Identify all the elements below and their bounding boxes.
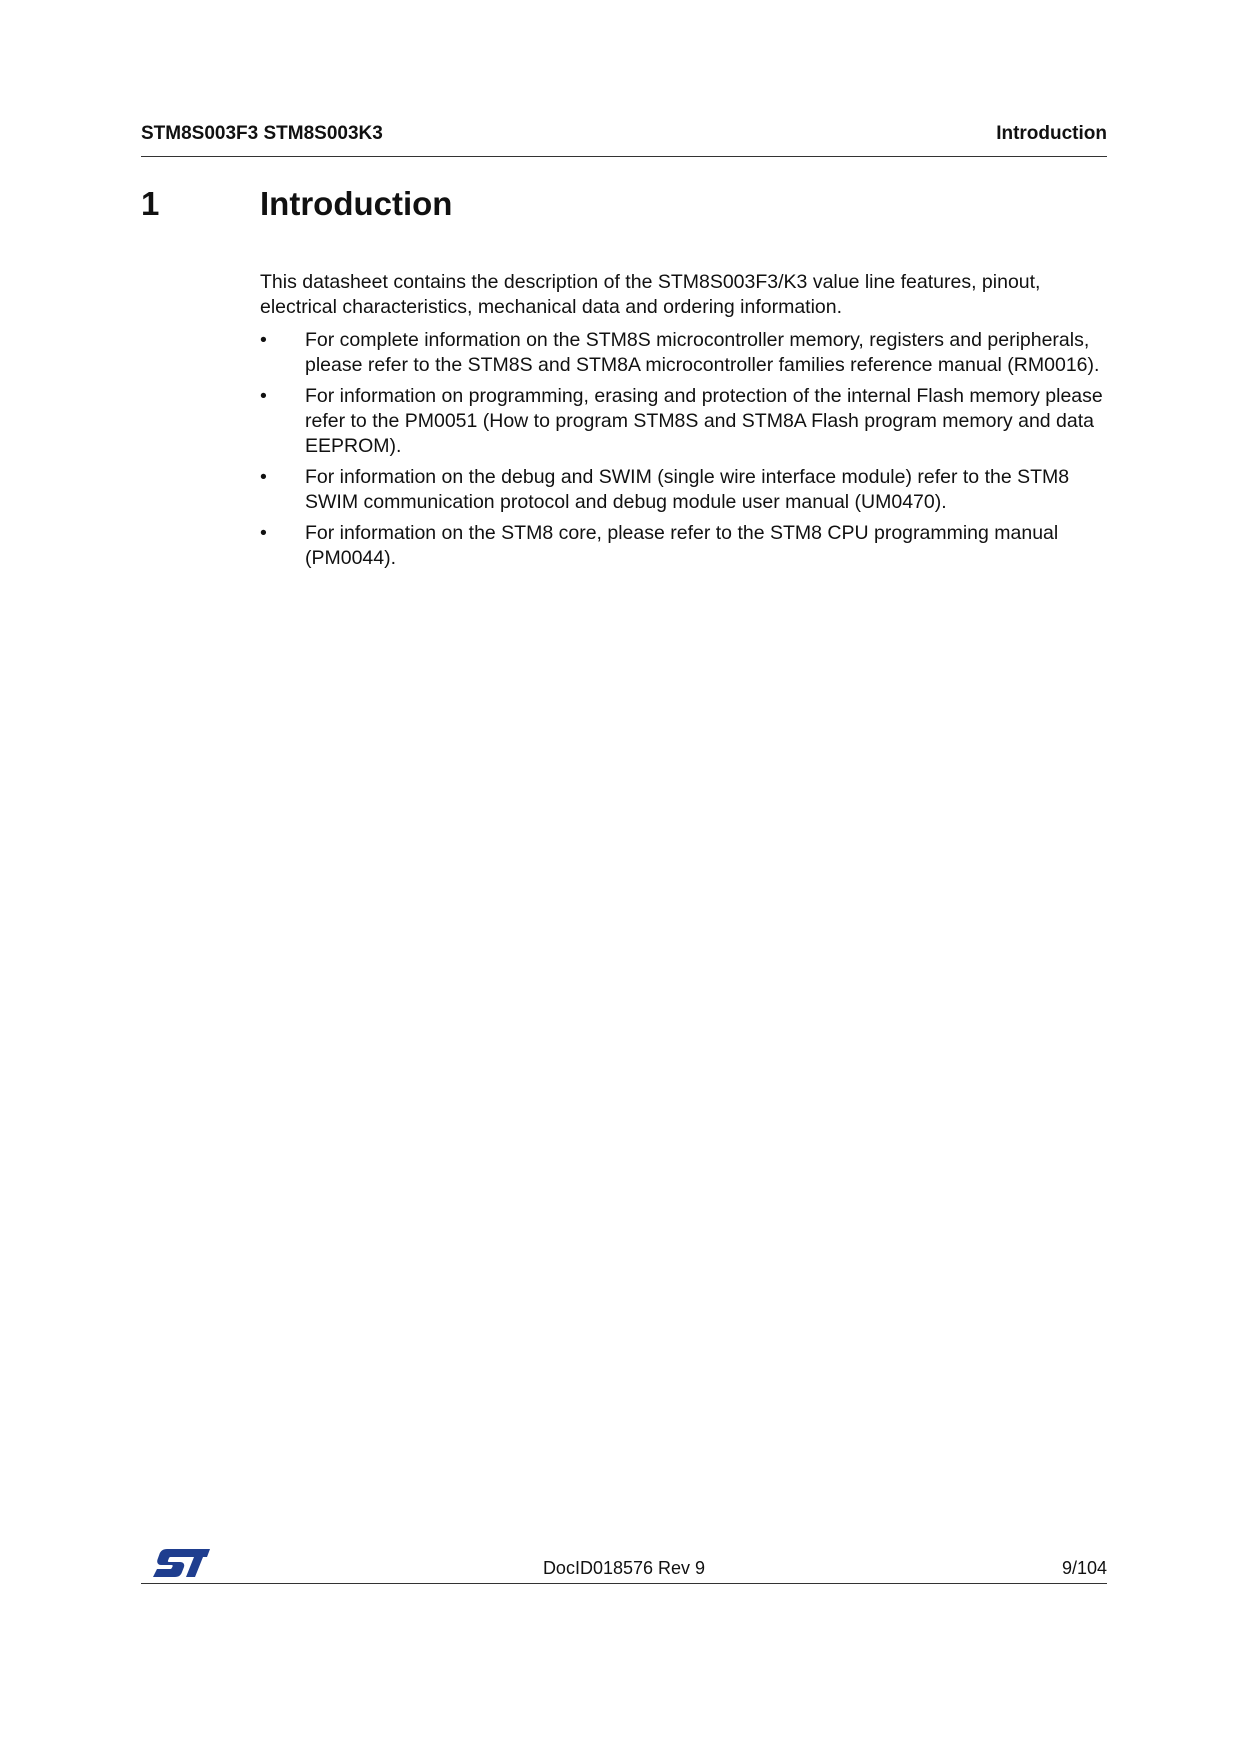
reference-list	[260, 328, 1110, 571]
list-item-text: For information on programming, erasing and protection of the internal Flash memory please refer to the PM0051 (How to program STM8S and STM8A Flash program memory and data EEPROM).	[305, 385, 1103, 457]
section-title: Introduction	[260, 185, 453, 222]
list-item-text: For complete information on the STM8S microcontroller memory, registers and peripherals, please refer to the STM8S and STM8A microcontroller families reference manual (RM0016).	[305, 329, 1100, 376]
list-item	[260, 384, 1110, 459]
bullet-icon: •	[260, 329, 267, 351]
list-item-text: For information on the STM8 core, please refer to the STM8 CPU programming manual (PM0044).	[305, 522, 1059, 569]
header-section-name: Introduction	[996, 123, 1107, 144]
header-document-title: STM8S003F3 STM8S003K3	[141, 123, 383, 144]
document-id: DocID018576 Rev 9	[542, 1558, 706, 1578]
page-header	[141, 122, 1107, 157]
bullet-icon: •	[260, 466, 267, 488]
bullet-icon: •	[260, 385, 267, 407]
page-number: 9/104	[1061, 1558, 1107, 1578]
list-item	[260, 465, 1110, 515]
section-body	[260, 270, 1110, 577]
page-footer	[141, 1545, 1107, 1584]
list-item	[260, 521, 1110, 571]
intro-paragraph: This datasheet contains the description of the STM8S003F3/K3 value line features, pinout, electrical characteristics, mechanical data and ordering information.	[260, 271, 1041, 318]
section-number: 1	[141, 185, 160, 222]
list-item	[260, 328, 1110, 378]
list-item-text: For information on the debug and SWIM (single wire interface module) refer to the STM8 SWIM communication protocol and debug module user manual (UM0470).	[305, 466, 1070, 513]
bullet-icon: •	[260, 522, 267, 544]
